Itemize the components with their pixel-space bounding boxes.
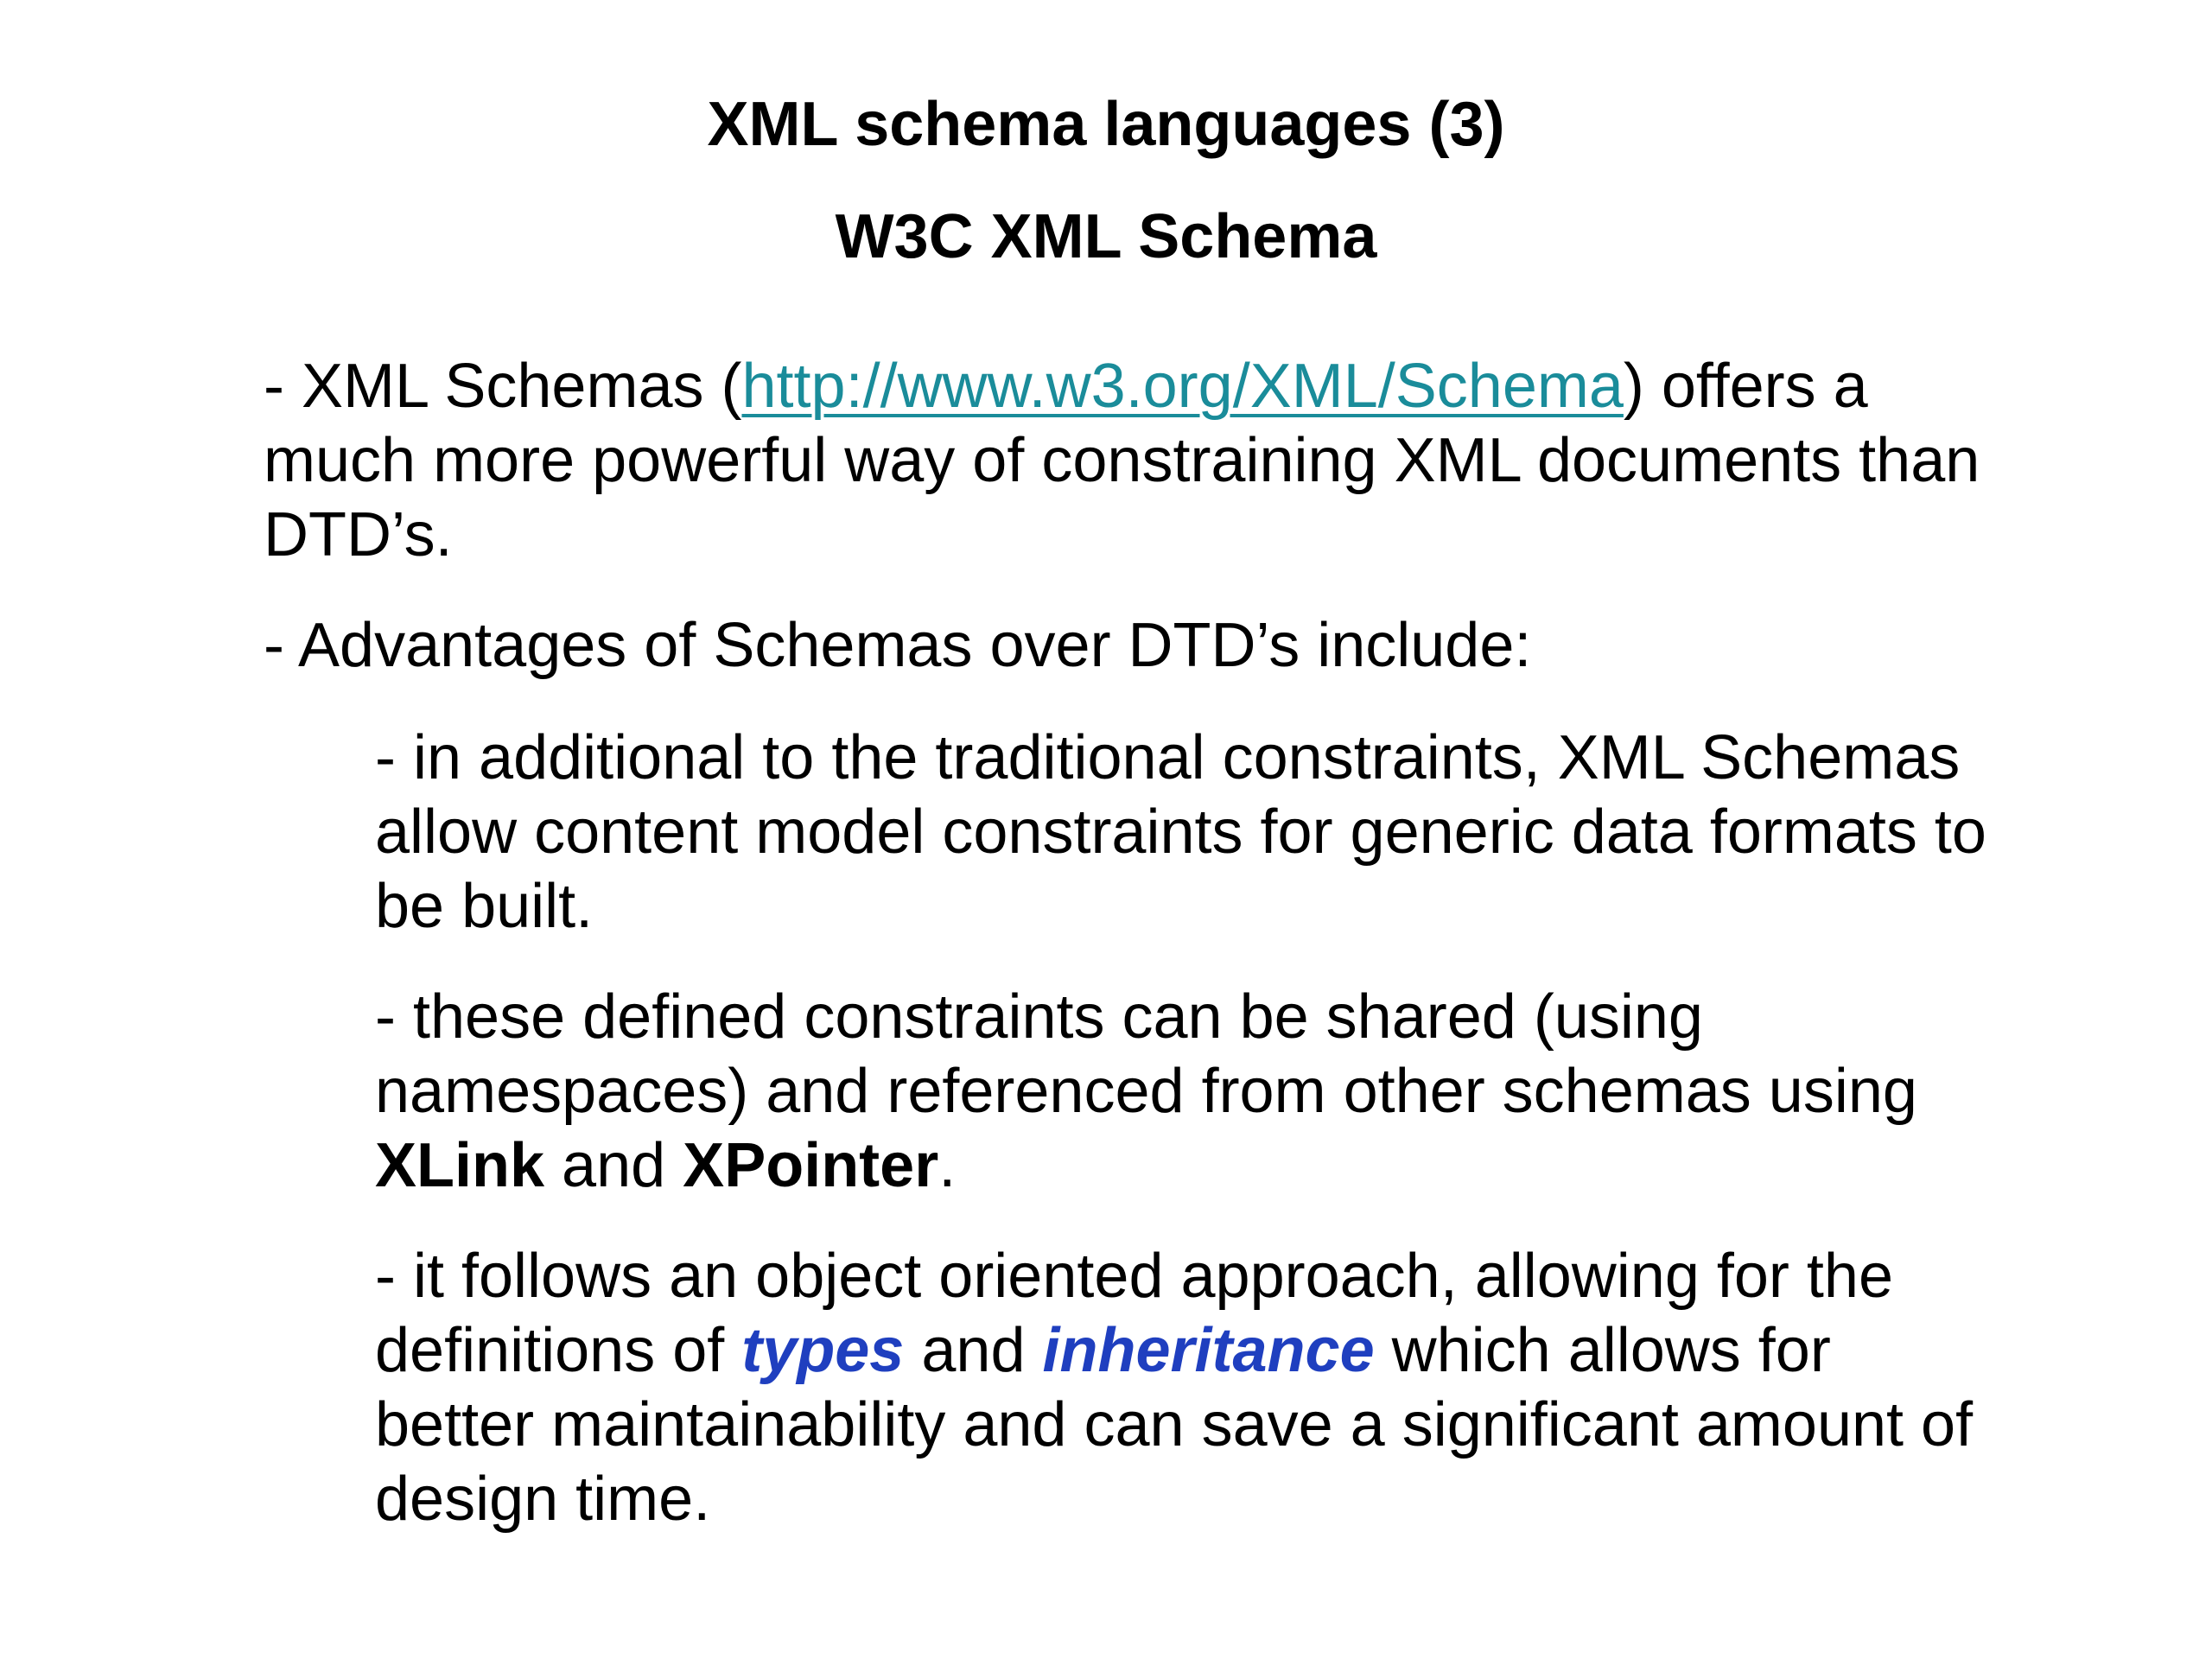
types-term: types — [741, 1316, 905, 1385]
line-text: - XML Schemas ( — [264, 352, 742, 421]
inheritance-term: inheritance — [1042, 1316, 1375, 1385]
sub-paragraph-2-line-1: - these defined constraints can be shared (using — [375, 982, 1703, 1052]
sub-paragraph-2-line-2: namespaces) and referenced from other schemas using — [375, 1057, 1917, 1126]
sub-paragraph-3-line-4: design time. — [375, 1465, 711, 1534]
sub-paragraph-3-line-3: better maintainability and can save a significant amount of — [375, 1390, 1974, 1459]
line-text: definitions of — [375, 1316, 742, 1385]
paragraph-1-line-3: DTD’s. — [264, 500, 453, 569]
paragraph-1-line-2: much more powerful way of constraining XML documents than — [264, 426, 1980, 495]
line-text: which allows for — [1374, 1316, 1831, 1385]
sub-paragraph-3-line-2 — [375, 1313, 1973, 1388]
sub-bullet-paragraph-1 — [375, 721, 1986, 944]
line-text: and — [544, 1131, 683, 1200]
paragraph-1-line-1 — [264, 349, 1980, 423]
slide-subtitle: W3C XML Schema — [835, 202, 1377, 271]
line-text: ) offers a — [1623, 352, 1868, 421]
line-text: and — [904, 1316, 1043, 1385]
xlink-term: XLink — [375, 1131, 545, 1200]
bullet-paragraph-1 — [264, 349, 1980, 572]
sub-bullet-paragraph-3 — [375, 1239, 1973, 1536]
sub-paragraph-1-line-2: allow content model constraints for generic data formats to — [375, 798, 1986, 867]
paragraph-2-line-1: - Advantages of Schemas over DTD’s include: — [264, 611, 1532, 680]
line-text: . — [938, 1131, 957, 1200]
sub-bullet-paragraph-2 — [375, 980, 1917, 1203]
slide-title: XML schema languages (3) — [707, 90, 1505, 159]
sub-paragraph-3-line-1: - it follows an object oriented approach, allowing for the — [375, 1242, 1894, 1311]
xpointer-term: XPointer — [683, 1131, 939, 1200]
sub-paragraph-2-line-3 — [375, 1128, 1917, 1203]
schema-spec-link[interactable]: http://www.w3.org/XML/Schema — [741, 352, 1624, 421]
bullet-paragraph-2 — [264, 608, 1531, 683]
sub-paragraph-1-line-1: - in additional to the traditional constraints, XML Schemas — [375, 723, 1961, 792]
sub-paragraph-1-line-3: be built. — [375, 872, 594, 941]
